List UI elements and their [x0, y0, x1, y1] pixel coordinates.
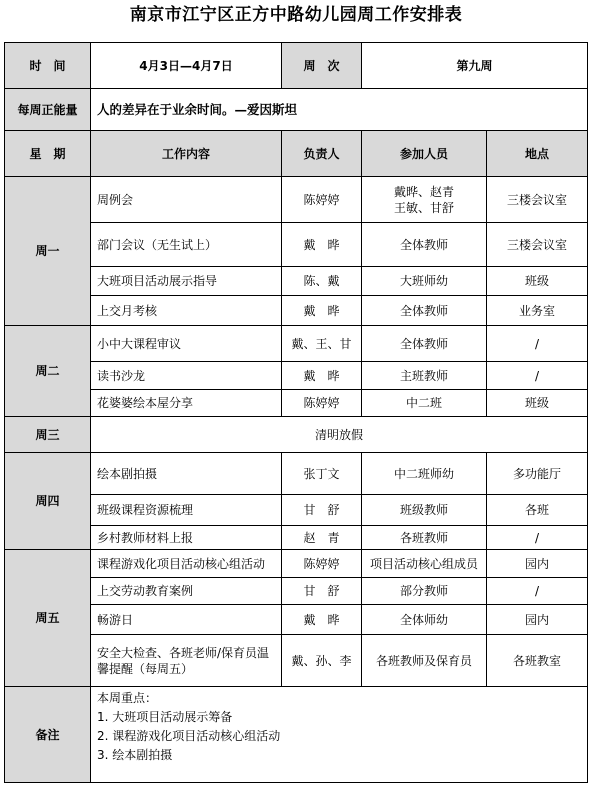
task-participants: 项目活动核心组成员 — [362, 550, 487, 578]
weekday-wed: 周三 — [5, 417, 91, 453]
notes-heading: 本周重点： — [97, 691, 158, 705]
table-row — [5, 417, 588, 453]
table-row — [5, 223, 588, 267]
table-row — [5, 267, 588, 296]
task-content: 小中大课程审议 — [91, 326, 282, 362]
task-content — [91, 635, 282, 687]
task-participants: 全体师幼 — [362, 605, 487, 635]
participants-line: 王敏、甘舒 — [393, 200, 454, 215]
table-row — [5, 495, 588, 526]
task-content: 上交月考核 — [91, 296, 282, 326]
task-participants: 各班教师及保育员 — [362, 635, 487, 687]
task-owner: 戴 晔 — [282, 223, 362, 267]
task-content: 课程游戏化项目活动核心组活动 — [91, 550, 282, 578]
task-location: 多功能厅 — [487, 453, 588, 495]
task-owner: 甘 舒 — [282, 495, 362, 526]
table-row — [5, 296, 588, 326]
weekday-thu: 周四 — [5, 453, 91, 550]
notes-item: 1. 大班项目活动展示筹备 — [97, 710, 233, 724]
task-location: 业务室 — [487, 296, 588, 326]
content-line: 馨提醒（每周五） — [97, 661, 194, 676]
task-participants: 中二班 — [362, 390, 487, 417]
time-label: 时 间 — [5, 43, 91, 89]
task-content: 上交劳动教育案例 — [91, 578, 282, 605]
task-owner: 陈婷婷 — [282, 390, 362, 417]
table-row — [5, 578, 588, 605]
notes-row — [5, 687, 588, 783]
week-label: 周 次 — [282, 43, 362, 89]
task-participants: 部分教师 — [362, 578, 487, 605]
task-content: 大班项目活动展示指导 — [91, 267, 282, 296]
task-content: 读书沙龙 — [91, 362, 282, 390]
table-row — [5, 326, 588, 362]
col-participants: 参加人员 — [362, 131, 487, 177]
table-row — [5, 605, 588, 635]
task-owner: 戴、孙、李 — [282, 635, 362, 687]
notes-label: 备注 — [5, 687, 91, 783]
task-owner: 赵 青 — [282, 526, 362, 550]
task-content: 畅游日 — [91, 605, 282, 635]
task-content: 部门会议（无生试上） — [91, 223, 282, 267]
task-participants: 班级教师 — [362, 495, 487, 526]
task-participants: 大班师幼 — [362, 267, 487, 296]
task-location: 三楼会议室 — [487, 177, 588, 223]
task-participants: 主班教师 — [362, 362, 487, 390]
task-location: 各班教室 — [487, 635, 588, 687]
task-owner: 张丁文 — [282, 453, 362, 495]
task-content: 花婆婆绘本屋分享 — [91, 390, 282, 417]
task-location: 园内 — [487, 605, 588, 635]
task-location: / — [487, 578, 588, 605]
task-participants: 全体教师 — [362, 223, 487, 267]
task-owner: 陈婷婷 — [282, 177, 362, 223]
notes-content — [91, 687, 588, 783]
table-row — [5, 453, 588, 495]
table-row — [5, 390, 588, 417]
task-location: 园内 — [487, 550, 588, 578]
task-owner: 甘 舒 — [282, 578, 362, 605]
task-participants: 各班教师 — [362, 526, 487, 550]
task-participants: 中二班师幼 — [362, 453, 487, 495]
task-location: / — [487, 362, 588, 390]
task-content: 周例会 — [91, 177, 282, 223]
task-participants: 全体教师 — [362, 326, 487, 362]
table-row — [5, 526, 588, 550]
task-content: 绘本剧拍摄 — [91, 453, 282, 495]
date-range: 4月3日—4月7日 — [91, 43, 282, 89]
weekday-tue: 周二 — [5, 326, 91, 417]
energy-quote: 人的差异在于业余时间。—爱因斯坦 — [91, 89, 588, 131]
task-location: 班级 — [487, 390, 588, 417]
task-participants — [362, 177, 487, 223]
task-owner: 陈婷婷 — [282, 550, 362, 578]
task-participants: 全体教师 — [362, 296, 487, 326]
task-owner: 戴 晔 — [282, 362, 362, 390]
weekday-fri: 周五 — [5, 550, 91, 687]
task-owner: 戴 晔 — [282, 296, 362, 326]
table-row — [5, 635, 588, 687]
task-location: / — [487, 326, 588, 362]
notes-item: 2. 课程游戏化项目活动核心组活动 — [97, 729, 281, 743]
content-line: 安全大检查、各班老师/保育员温 — [97, 645, 270, 660]
energy-label: 每周正能量 — [5, 89, 91, 131]
col-owner: 负责人 — [282, 131, 362, 177]
page-title: 南京市江宁区正方中路幼儿园周工作安排表 — [129, 5, 463, 25]
weekday-mon: 周一 — [5, 177, 91, 326]
table-row — [5, 177, 588, 223]
table-row — [5, 362, 588, 390]
task-location: 各班 — [487, 495, 588, 526]
holiday-notice: 清明放假 — [91, 417, 588, 453]
participants-line: 戴晔、赵青 — [393, 184, 454, 199]
schedule-table — [4, 42, 588, 783]
task-owner: 戴、王、甘 — [282, 326, 362, 362]
col-location: 地点 — [487, 131, 588, 177]
week-value: 第九周 — [362, 43, 588, 89]
task-owner: 戴 晔 — [282, 605, 362, 635]
task-owner: 陈、戴 — [282, 267, 362, 296]
task-location: 三楼会议室 — [487, 223, 588, 267]
table-row — [5, 550, 588, 578]
column-header-row — [5, 131, 588, 177]
header-row — [5, 43, 588, 89]
task-content: 班级课程资源梳理 — [91, 495, 282, 526]
col-weekday: 星 期 — [5, 131, 91, 177]
col-content: 工作内容 — [91, 131, 282, 177]
task-location: 班级 — [487, 267, 588, 296]
task-content: 乡村教师材料上报 — [91, 526, 282, 550]
notes-item: 3. 绘本剧拍摄 — [97, 748, 173, 762]
task-location: / — [487, 526, 588, 550]
energy-row — [5, 89, 588, 131]
